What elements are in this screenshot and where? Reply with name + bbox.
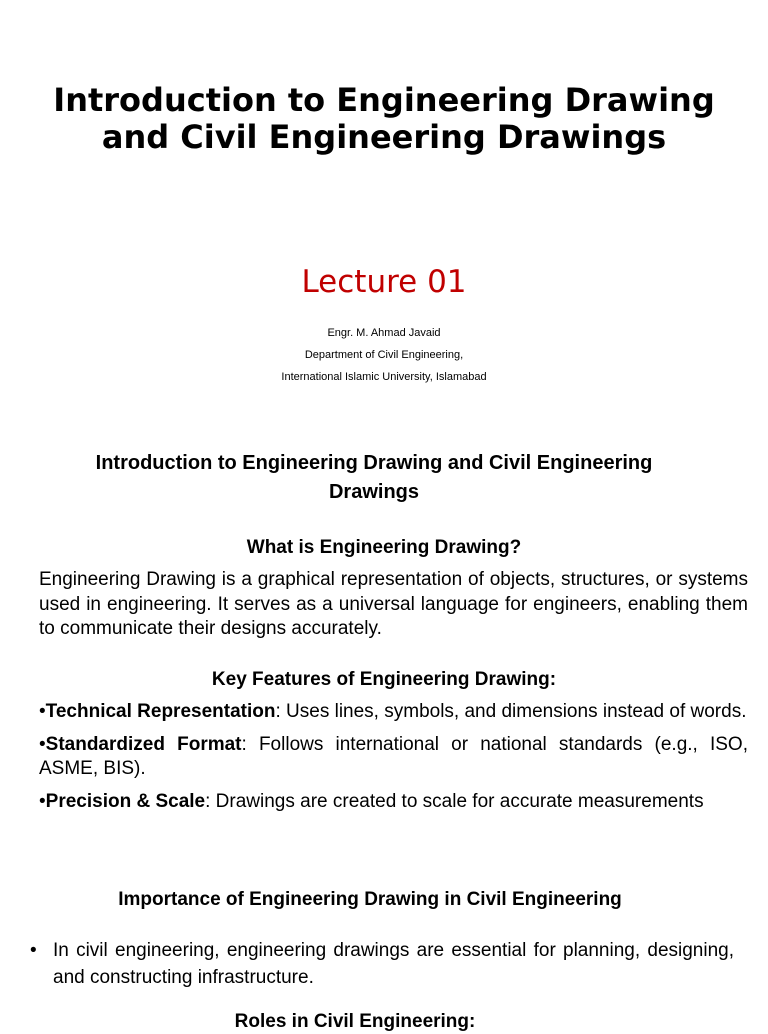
roles-heading: Roles in Civil Engineering: xyxy=(234,1011,476,1032)
what-is-paragraph: Engineering Drawing is a graphical representation of objects, structures, or systems used in engineering. It serves as a universal language for engineers, enabling them to communicate their designs accurately. xyxy=(39,569,748,639)
lecture-number: Lecture 01 xyxy=(301,264,467,300)
feature-term: Precision & Scale xyxy=(45,790,206,812)
feature-term: Standardized Format xyxy=(45,733,242,755)
author-block xyxy=(0,323,768,389)
document-title: Introduction to Engineering Drawing and Civil Engineering Drawings xyxy=(53,81,715,156)
feature-term: Technical Representation xyxy=(45,701,276,722)
author-department: Department of Civil Engineering, xyxy=(304,349,464,361)
list-item xyxy=(39,790,748,815)
feature-text: : Drawings are created to scale for accurate measurements xyxy=(205,790,704,812)
importance-text: In civil engineering, engineering drawings are essential for planning, designing, and constructing infrastructure. xyxy=(53,940,734,988)
list-item xyxy=(39,700,748,725)
bullet-marker: • xyxy=(39,733,46,755)
key-features-heading: Key Features of Engineering Drawing: xyxy=(211,669,557,690)
bullet-marker: • xyxy=(30,940,37,961)
section-title: Introduction to Engineering Drawing and Civil Engineering Drawings xyxy=(95,452,653,503)
key-features-list xyxy=(39,700,748,822)
feature-text: : Uses lines, symbols, and dimensions instead of words. xyxy=(275,701,747,722)
importance-list xyxy=(30,937,734,991)
bullet-marker: • xyxy=(39,701,46,722)
feature-text: : Follows international or national standards (e.g., ISO, ASME, BIS). xyxy=(39,733,748,779)
author-name: Engr. M. Ahmad Javaid xyxy=(327,327,441,339)
list-item xyxy=(39,733,748,782)
list-item xyxy=(30,937,734,991)
author-university: International Islamic University, Islamabad xyxy=(281,371,487,383)
importance-heading: Importance of Engineering Drawing in Civil Engineering xyxy=(118,889,622,910)
bullet-marker: • xyxy=(39,790,46,812)
what-is-heading: What is Engineering Drawing? xyxy=(246,537,522,558)
